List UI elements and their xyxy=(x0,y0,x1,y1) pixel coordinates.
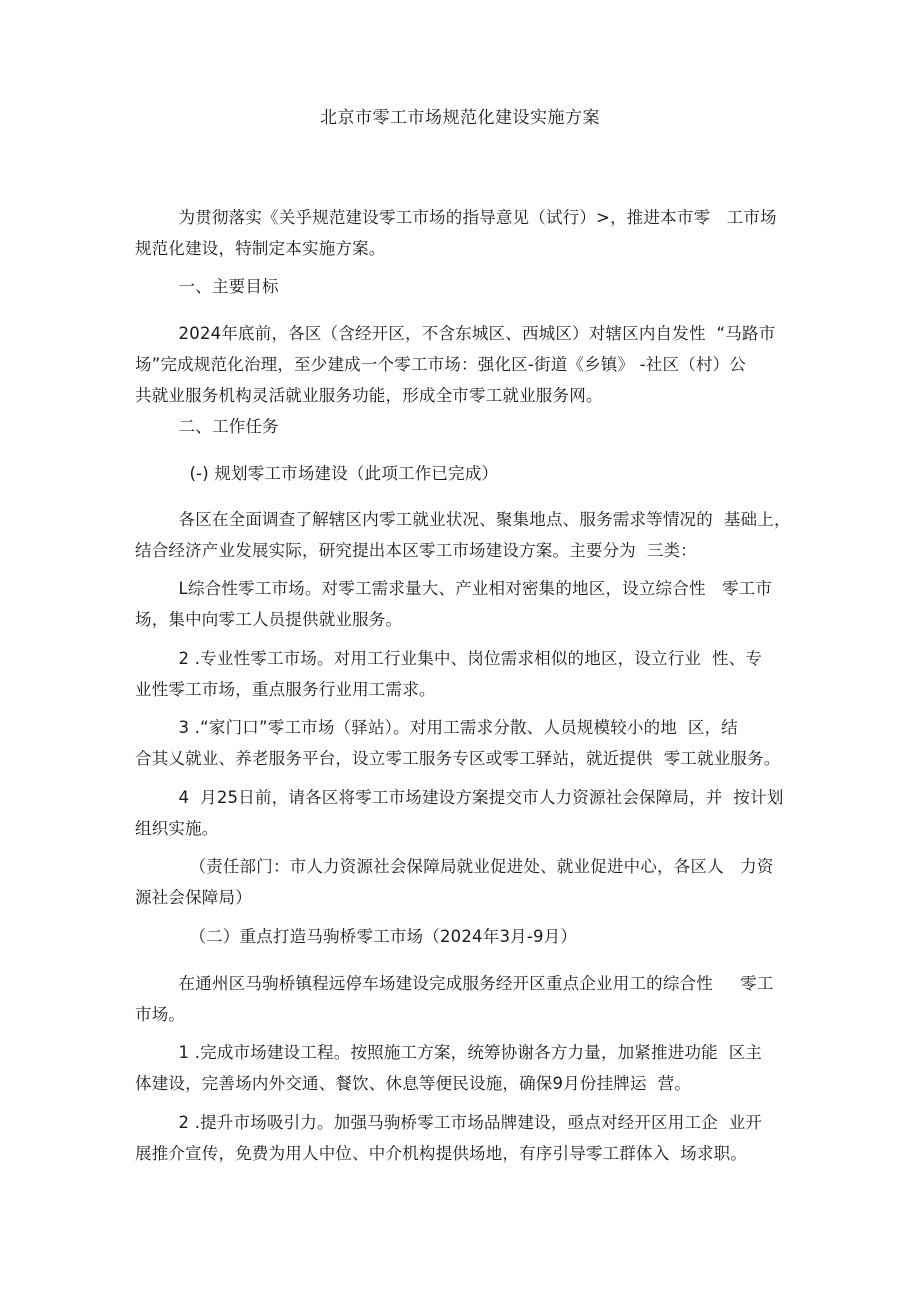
responsible-departments: （责任部门：市人力资源社会保障局就业促进处、就业促进中心，各区人 力资 源社会保障局） xyxy=(135,857,774,907)
subsection-heading-majuqiao: （二）重点打造马驹桥零工市场（2024年3月-9月） xyxy=(135,927,578,946)
section-heading-goals: 一、主要目标 xyxy=(135,277,279,296)
goals-paragraph: 2024年底前，各区（含经开区，不含东城区、西城区）对辖区内自发性 “马路市 场”完成规范化治理，至少建成一个零工市场：强化区-街道《乡镇》 -社区（村）公 共就业服务机构灵活就业服务功能，形成全市零工就业服务网。 xyxy=(135,324,776,405)
section-heading-tasks: 二、工作任务 xyxy=(135,417,279,436)
subsection-heading-planning: (-) 规划零工市场建设（此项工作已完成） xyxy=(135,464,499,483)
list-item-professional: 2 .专业性零工市场。对用工行业集中、岗位需求相似的地区，设立行业 性、专 业性零工市场，重点服务行业用工需求。 xyxy=(135,649,763,699)
list-item-construction: 1 .完成市场建设工程。按照施工方案，统筹协谢各方力量，加紧推进功能 区主 体建设，完善场内外交通、餐饮、休息等便民设施，确保9月份挂牌运 营。 xyxy=(135,1043,763,1093)
planning-paragraph: 各区在全面调查了解辖区内零工就业状况、聚集地点、服务需求等情况的 基础上， 结合经济产业发展实际，研究提出本区零工市场建设方案。主要分为 三类： xyxy=(135,510,791,560)
list-item-comprehensive: L综合性零工市场。对零工需求量大、产业相对密集的地区，设立综合性 零工市 场，集中向零工人员提供就业服务。 xyxy=(135,579,773,629)
majuqiao-paragraph: 在通州区马驹桥镇程远停车场建设完成服务经开区重点企业用工的综合性 零工 市场。 xyxy=(135,974,774,1024)
list-item-doorstep: 3 .“家门口”零工市场（驿站）。对用工需求分散、人员规模较小的地 区，结 合其乂就业、养老服务平台，设立零工服务专区或零工驿站，就近提供 零工就业服务。 xyxy=(135,718,781,768)
list-item-deadline: 4 月25日前，请各区将零工市场建设方案提交市人力资源社会保障局，并 按计划 组织实施。 xyxy=(135,788,784,838)
intro-paragraph: 为贯彻落实《关乎规范建设零工市场的指导意见（试行）>，推进本市零 工市场 规范化建设，特制定本实施方案。 xyxy=(135,208,777,258)
list-item-attraction: 2 .提升市场吸引力。加强马驹桥零工市场品牌建设，亟点对经开区用工企 业开 展推介宣传，免费为用人中位、中介机构提供场地，有序引导零工群体入 场求职。 xyxy=(135,1113,763,1163)
document-title: 北京市零工市场规范化建设实施方案 xyxy=(320,108,600,128)
